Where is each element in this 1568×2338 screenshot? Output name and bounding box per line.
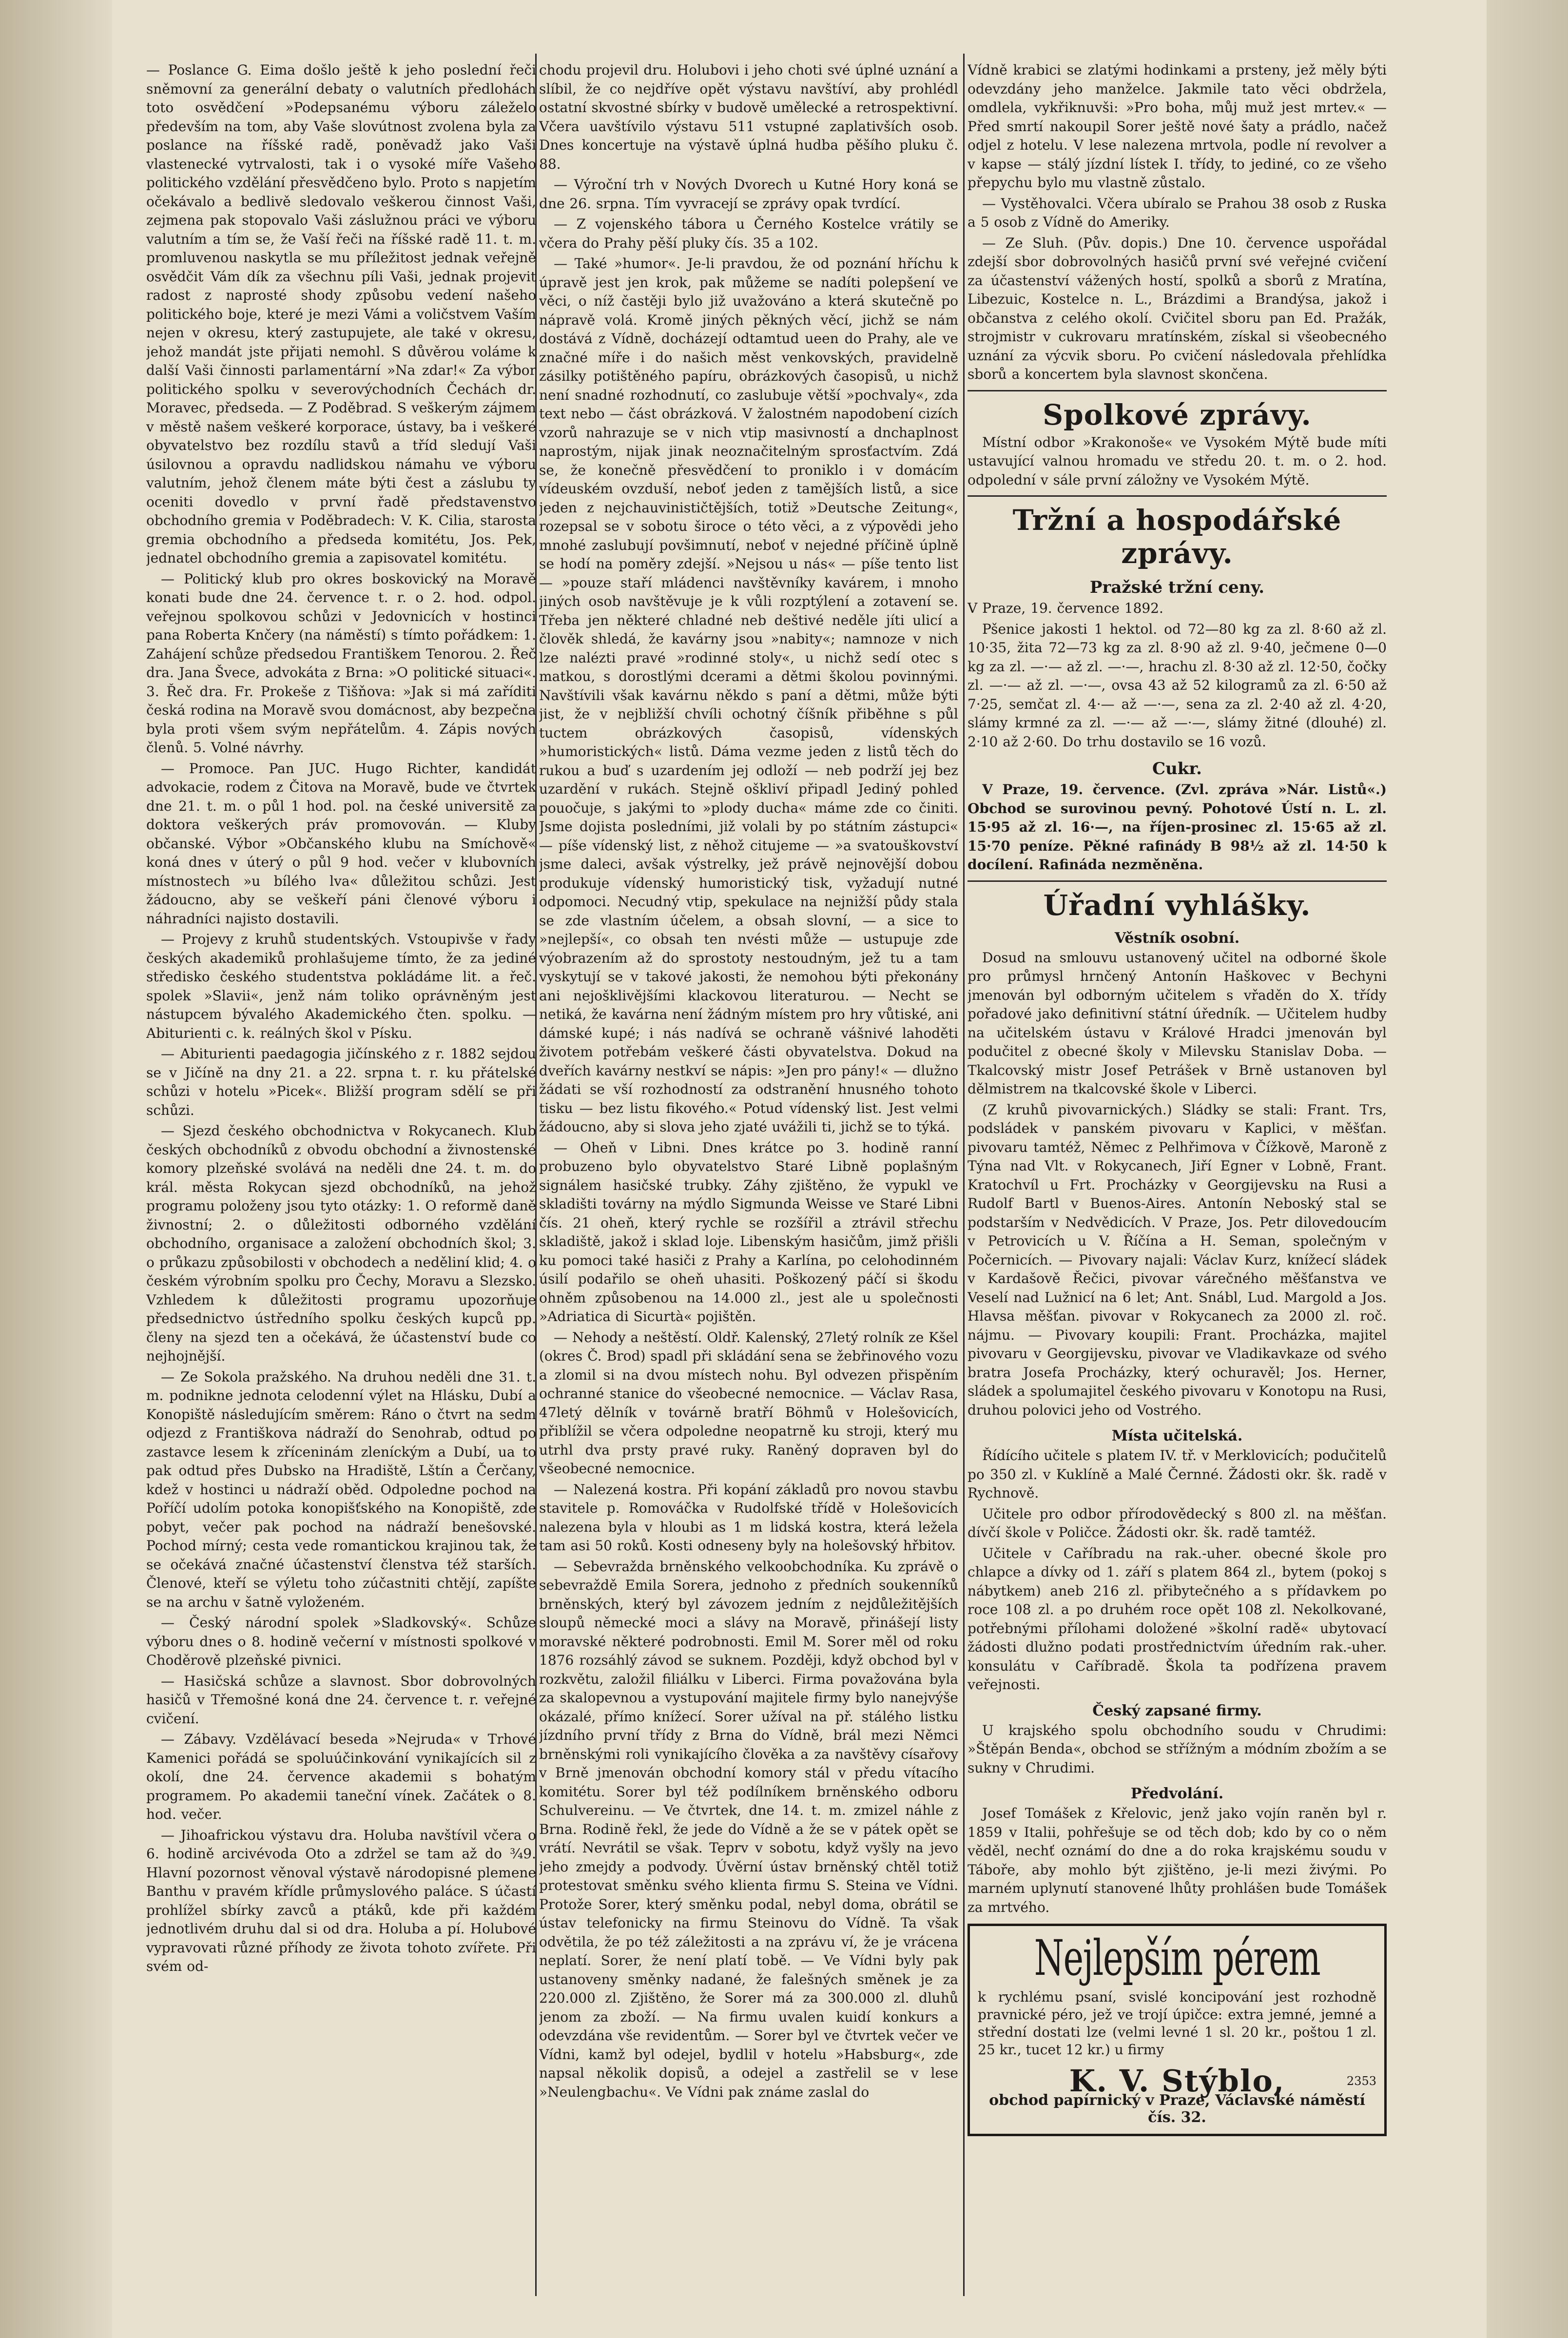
ad-body: k rychlému psaní, svislé koncipování jest rozhodně pravnické péro, jež ve trojí úpičce: extra jemné, jemné a střední dostati lze (velmi levné 1 sl. 20 kr., poštou 1 zl. 25 kr., tucet 12 kr.) u firmy <box>978 1989 1376 2058</box>
article-sebevrazda: — Sebevražda brněnského velkoobchodníka. Ku zprávě o sebevraždě Emila Sorera, jednoho z předních soukenníků brněnských, který byl závozem jedním z nejdůležitějších sloupů německé moci a slávy na Moravě, přinášejí listy moravské některé podrobnosti. Emil M. Sorer měl od roku 1876 rozsáhlý závod se suknem. Později, když obchod byl v rozkvětu, založil filiálku v Liberci. Firma považována byla za skalopevnou a vystupování majitele firmy bylo nanejvýše okázalé, přímo knížecí. Sorer užíval na př. stálého listku jízdního první třídy z Brna do Vídně, brál mezi Němci brněnskými roli vynikajícího člověka a za navštěvy císařovy v Brně jmenován obchodní komory stál v předu vítacího komitétu. Sorer byl též podílníkem brněnského odboru Schulvereinu. — Ve čtvrtek, dne 14. t. m. zmizel náhle z Brna. Rodině řekl, že jede do Vídně a že se v pátek opět se vrátí. Nevrátil se však. Teprv v sobotu, když vyšly na jevo jeho zmejdy a podvody. Úvěrní ústav brněnský chtěl totiž protestovat směnku svého klienta firmu S. Steina ve Vídni. Protože Sorer, který směnku podal, nebyl doma, obrátil se ústav telefonicky na firmu Steinovu do Vídně. Ta však odvětila, že po též záležitosti a na zprávu ví, že je vrácena neplatí. Sorer, že není platí tobě. — Ve Vídni byly pak ustanoveny směnky nadané, že falešných směnek je za 220.000 zl. Zjištěno, že Sorer má za 300.000 zl. dluhů jenom za zboží. — Na firmu uvalen kuidí konkurs a odevzdána vše revidentům. — Sorer byl ve čtvrtek večer ve Vídni, kamž byl odejel, bydlil v hotelu »Habsburg«, zde napsal několik dopisů, a odejel a zastřelil se v lese »Neulengbachu«. Ve Vídni pak známe zaslal do <box>539 1558 958 2100</box>
section-divider <box>968 880 1387 882</box>
subsection-title-ceny: Pražské tržní ceny. <box>1089 578 1265 597</box>
trzni-date: V Praze, 19. července 1892. <box>968 600 1163 616</box>
spolkove-text: Místní odbor »Krakonoše« ve Vysokém Mýtě bude míti ustavující valnou hromadu ve středu 20. t. m. o 2. hod. odpolední v sále první záložny ve Vysokém Mýtě. <box>968 434 1387 488</box>
page-shadow-left <box>0 0 112 2338</box>
subsection-title-firmy: Český zapsané firmy. <box>1092 1702 1262 1719</box>
cukr-text: V Praze, 19. července. (Zvl. zpráva »Nár. Listů«.) Obchod se surovinou pevný. Pohotové Ústí n. L. zl. 15·95 až zl. 16·—, na říjen-prosinec zl. 15·65 až zl. 15·70 peníze. Pěkné rafinády B 98½ až zl. 14·50 k docílení. Rafináda nezměněna. <box>968 781 1387 873</box>
article-humor: — Také »humor«. Je-li pravdou, že od poznání hříchu k úpravě jest jen krok, pak můžeme se nadíti polepšení ve věci, o níž častěji bylo již uvažováno a která skutečně po nápravě volá. Kromě jiných pěkných věcí, jichž se nám dostává z Vídně, docházejí odtamtud ueen do Prahy, ale ve značné míře i do našich měst venkovských, pravidelně zásilky potištěného papíru, obrázkových časopisů, u nichž není snadné rozhodnutí, co zaslubuje větší »pochvaly«, zda text nebo — část obrázková. V žalostném napodobení cizích vzorů nahrazuje se v nich vtip masivností a dnchaplnost naprostým, nijak jinak neoznačitelným sprosťactvím. Zdá se, že konečně přesvědčení to proniklo i v domácím vídeuském ovzduší, neboť jeden z tamějších listů, a sice jeden z nejchauvinističtějších, totiž »Deutsche Zeitung«, rozepsal se v sobotu široce o této věci, a z výpovědi jeho mnohé zaslubují povšimnutí, neboť v nejedné příčině úplně se hodí na poměry zdejší. »Nejsou u nás« — píše tento list — »pouze staří mládenci navštěvníky kavárem, i mnoho jiných osob navštěvuje je k vůli rozptýlení a zotavení se. Třeba jen některé chladné neb deštivé neděle jíti ulicí a člověk shledá, že kavárny jsou »nabity«; namnoze v nich lze nalézti pravé »rodinné stoly«, u nichž sedí otec s matkou, s dorostlými dcerami a dětmi školou povinnými. Navštívili však kavárnu někdo s paní a dětmi, může býti jist, že v nejbližší chvíli ochotný číšník přiběhne s půl tuctem obrázkových časopisů, vídenských »humoristických« listů. Dáma vezme jeden z listů těch do rukou a buď s uzardením jej odloží — neb podrží jej bez uzardění v rukách. Stejně oškliví připadl Jediný pohled pouočuje, s jakými to »plody ducha« máme zde co činiti. Jsme dojista posledními, již volali by po státním zástupci« — píše vídenský list, z něhož citujeme — »a svatouškovství jsme daleci, avšak výstrelky, jež právě nejnovější dobou produkuje vídenský humoristický tisk, vyžadují nutné odpomoci. Necudný vtip, spekulace na nejnižší půdy stala se zde vlastním účelem, a obsah slovní, — a sice to »nejlepší«, co obsah ten nvésti může — ustupuje zde výobrazením až do sprostoty nestoudným, jež tu a tam vyskytují se v takové jakosti, že nemohou býti překonány ani nejošklivějšími klackovou literaturou. — Necht se netiká, že kavárna není žádným místem pro hry vůtiské, ani dámské kupé; i nás nadívá se ochraně vášnivé lahoděti životem potřebám veškeré části obyvatelstva. Dokud na dveřích kavárny nestkví se nápis: »Jen pro pány!« — dlužno žádati se vší rozhodností za odstranění hnusného tohoto tisku — bez listu fikového.« Potud vídenský list. Jest velmi žádoucno, aby si slova jeho zjaté uvážili ti, jichž se to týká. <box>539 255 958 1135</box>
trzni-text: Pšenice jakosti 1 hektol. od 72—80 kg za zl. 8·60 až zl. 10·35, žita 72—73 kg za zl. 8·90 až zl. 9·40, ječmene 0—0 kg za zl. —·— až zl. —·—, hrachu zl. 8·30 až zl. 12·50, čočky zl. —·— až zl. —·—, ovsa 43 až 52 kilogramů za zl. 6·50 až 7·25, semčat zl. 4·— až —·—, sena za zl. 2·40 až zl. 4·20, slámy krmné za zl. —·— až —·—, slámy žitné (dlouhé) zl. 2·10 až 2·60. Do trhu dostavilo se 16 vozů. <box>968 621 1387 750</box>
article-holub-vystava: — Jihoafrickou výstavu dra. Holuba navštívil včera o 6. hodině arcivévoda Oto a zdržel se tam až do ¾9. Hlavní pozornost věnoval výstavě národopisné plemene Banthu v pravém křídle průmyslového paláce. S účastí prohlížel sbírky zavců a ptáků, kde při každém jednotlivém druhu dal si od dra. Holuba a pí. Holubové vypravovati různé příhody ze života tohoto zvířete. Při svém od- <box>146 1827 536 1974</box>
section-title-trzni: Tržní a hospodářské zprávy. <box>1012 504 1342 570</box>
article-hasicska-schuze: — Hasičská schůze a slavnost. Sbor dobrovolných hasičů v Třemošné koná dne 24. července t. r. veřejné cvičení. <box>146 1673 536 1727</box>
ad-address: obchod papírnický v Praze, Václavské náměstí čís. 32. <box>989 2092 1365 2126</box>
ad-number: 2353 <box>1346 2074 1376 2088</box>
section-divider <box>968 390 1387 391</box>
firmy-text: U krajského spolu obchodního soudu v Chrudimi: »Štěpán Benda«, obchod se střížným a módním zbožím a se sukny v Chrudimi. <box>968 1722 1387 1776</box>
subsection-title-mista: Místa učitelská. <box>1111 1427 1243 1444</box>
article-politicky-klub: — Politický klub pro okres boskovický na Moravě konati bude dne 24. července t. r. o 2. hod. odpol. veřejnou spolkovou schůzi v Jedovnicích v hostinci pana Roberta Knčery (na náměstí) s tímto pořádkem: 1. Zahájení schůze předsedou Františkem Tenorou. 2. Řeč dra. Jana Švece, advokáta z Brna: »O politické situaci«. 3. Řeč dra. Fr. Prokeše z Tišňova: »Jak si má zaříditi česká rodina na Moravě svou domácnost, aby bezpečna byla proti všem svým nepřátelům. 4. Zápis nových členů. 5. Volné návrhy. <box>146 570 536 756</box>
column-2 <box>539 61 958 2303</box>
advertisement-styblo <box>968 1924 1387 2136</box>
column-rule-2 <box>963 54 965 2296</box>
article-ze-sluh: — Ze Sluh. (Pův. dopis.) Dne 10. července uspořádal zdejší sbor dobrovolných hasičů první své veřejné cvičení za účastenství vážených hostí, spolků a sborů z Mratína, Libezuic, Kostelce n. L., Brázdimi a Brandýsa, jakož i občanstva z celého okolí. Cvičitel sboru pan Ed. Pražák, strojmistr v cukrovaru mratínském, získal si všeobecného uznání za výcvik sboru. Po cvičení následovala přehlídka sborů a koncertem byla slavnost skončena. <box>968 234 1387 382</box>
article-ohen-v-libni: — Oheň v Libni. Dnes krátce po 3. hodině ranní probuzeno bylo obyvatelstvo Staré Libně poplašným signálem hasičské trubky. Záhy zjištěno, že vypukl ve skladišti továrny na mýdlo Sigmunda Weisse ve Staré Libni čís. 21 oheň, který rychle se rozšířil a ztrávil střechu skladiště, jakož i sklad loje. Libenským hasičům, jimž přišli ku pomoci také hasiči z Prahy a Karlína, po celohodinném úsilí podařilo se oheň uhasiti. Poškozený páčí si škodu ohněm způsobenou na 14.000 zl., jest ale u společnosti »Adriatica di Sicurtà« pojištěn. <box>539 1139 958 1325</box>
vestnik-text-2: (Z kruhů pivovarnických.) Sládky se stali: Frant. Trs, podsládek v panském pivovaru v Kaplici, v měšťan. pivovaru tamtéž, Němec z Pelhřimova v Čížkově, Maroně z Týna nad Vlt. v Rokycanech, Jiří Egner v Lobně, Frant. Kratochvíl u Frt. Procházky v Georgijevsku na Rusi a Rudolf Bartl v Buenos-Aires. Antonín Neboský stal se podstarším v Nedvědicích. V Praze, Jos. Petr dilovedoucím v Petrovicích u V. Říčína a H. Seman, společným v Počernicích. — Pivovary najali: Václav Kurz, knížecí sládek v Kardašově Řečici, pivovar várečného měšťanstva ve Veselí nad Lužnicí na 6 let; Ant. Snábl, Lud. Margold a Jos. Hlavsa měšťan. pivovar v Rokycanech za 2000 zl. roč. nájmu. — Pivovary koupili: Frant. Procházka, majitel pivovaru v Georgijevsku, pivovar ve Vladikavkaze od svého bratra Josefa Procházky, který ochuravěl; Jos. Herner, sládek a spolumajitel českého pivovaru v Konotopu na Rusi, druhou polovici jeho od Vostrého. <box>968 1101 1387 1418</box>
vestnik-text-1: Dosud na smlouvu ustanovený učitel na odborné škole pro průmysl hrnčený Antonín Haškovec v Bechyni jmenován byl odborným učitelem s vřaděn do X. třídy pořadové jako definitivní státní úředník. — Učitelem hudby na učitelském ústavu v Králové Hradci jmenován byl podučitel z obecné školy v Milevsku Stanislav Doba. — Tkalcovský mistr Josef Petrášek v Brně ustanoven byl dělmistrem na tkalcovské škole v Liberci. <box>968 949 1387 1097</box>
article-sjezd-obchodnictva: — Sjezd českého obchodnictva v Rokycanech. Klub českých obchodníků z obvodu obchodní a živnostenské komory plzeňské svolává na neděli dne 24. t. m. do král. města Rokycan sjezd obchodníků, na jehož programu položeny jsou tyto otázky: 1. O reformě daně živnostní; 2. o důležitosti odborného vzdělání obchodního, organisace a založení obchodních škol; 3. o průkazu způsobilosti v obchodech a neděliní klid; 4. o českém výrobním spolku pro Čechy, Moravu a Slezsko. Vzhledem k důležitosti programu upozorňuje předsednictvo ústředního spolku českých kupců pp. členy na sjezd ten a očekává, že účastenství bude co nejhojnější. <box>146 1123 536 1364</box>
article-zabavy: — Zábavy. Vzdělávací beseda »Nejruda« v Trhové Kamenici pořádá se spoluúčinkování vynikajících sil z okolí, dne 24. července akademii s bohatým programem. Po akademii taneční vínek. Začátek o 8. hod. večer. <box>146 1731 536 1822</box>
column-3 <box>968 61 1387 2303</box>
article-vojensky-tabor: — Z vojenského tábora u Černého Kostelce vrátily se včera do Prahy pěší pluky čís. 35 a 102. <box>539 216 958 251</box>
predvolani-text: Josef Tomášek z Křelovic, jenž jako vojín raněn byl r. 1859 v Italii, pohřešuje se od těch dob; kdo by co o něm věděl, nechť oznámí do dne a do roka krajskému soudu v Táboře, aby mohlo být zjištěno, je-li mezi živými. Po marném uplynutí stanovené lhůty prohlášen bude Tomášek za mrtvého. <box>968 1805 1387 1915</box>
subsection-title-vestnik: Věstník osobní. <box>1114 929 1240 947</box>
article-holub-continued: chodu projevil dru. Holubovi i jeho choti své úplné uznání a slíbil, že co nejdříve opět výstavu navštíví, aby prohlédl ostatní skvostné sbírky v budově umělecké a retrospektivní. Včera uavštívilo výstavu 511 vstupné zaplativších osob. Dnes koncertuje na výstavě úplná hudba pěšího pluku č. 88. <box>539 62 958 172</box>
article-sladkovsky: — Český národní spolek »Sladkovský«. Schůze výboru dnes o 8. hodině večerní v místnosti spolkové v Choděrově plzeňské pivnici. <box>146 1615 536 1668</box>
article-projevy-studentu: — Projevy z kruhů studentských. Vstoupivše v řady českých akademiků prohlašujeme tímto, že za jediné středisko českého studentstva pokládáme lit. a řeč. spolek »Slavii«, jenž nám toliko oprávněným jest nástupcem bývalého Akademického čten. spolku. — Abiturienti c. k. reálných škol v Písku. <box>146 931 536 1041</box>
subsection-title-predvolani: Předvolání. <box>1130 1785 1224 1802</box>
column-1 <box>146 61 536 2264</box>
article-nehody: — Nehody a neštěstí. Oldř. Kalenský, 27letý rolník ze Kšel (okres Č. Brod) spadl při skládání sena se žebřinového vozu a zlomil si na dvou místech nohu. Byl odvezen přispěním ochranné stanice do všeobecné nemocnice. — Václav Rasa, 47letý dělník v továrně bratří Böhmů v Holešovicích, přiblížil se včera odpoledne neopatrně ku stroji, který mu utrhl dva prsty pravé ruky. Raněný dopraven byl do všeobecné nemocnice. <box>539 1329 958 1477</box>
section-title-uradni: Úřadní vyhlášky. <box>1043 888 1311 922</box>
mista-text-3: Učitele v Caříbradu na rak.-uher. obecné škole pro chlapce a dívky od 1. září s platem 864 zl., bytem (pokoj s nábytkem) aneb 216 zl. přibytečného a s přídavkem po roce 108 zl. a po druhém roce opět 108 zl. Nekolkované, potřebnými přílohami doložené »školní radě« ubytovací žádosti dlužno podati prostřednictvím úředním rak.-uher. konsulátu v Caříbradě. Škola ta podřízena pravem veřejnosti. <box>968 1545 1387 1693</box>
section-title-spolkove: Spolkové zprávy. <box>1043 398 1312 431</box>
article-vyrocni-trh: — Výroční trh v Nových Dvorech u Kutné Hory koná se dne 26. srpna. Tím vyvracejí se zprávy opak tvrdící. <box>539 176 958 212</box>
article-sokol: — Ze Sokola pražského. Na druhou neděli dne 31. t. m. podnikne jednota celodenní výlet na Hlásku, Dubí a Konopiště následujícím směrem: Ráno o čtvrt na sedm odjezd z Františkova nádraží do Senohrab, odtud po zastavce lesem k zříceninám zleníckým a Dubí, ua to pak odtud přes Dubsko na Hradiště, Lštín a Čerčany, kdež v hostinci u nádraží oběd. Odpoledne pochod na Poříčí udolím potoka konopišťského na Konopiště, zde pobyt, večer pak pochod na nádraží benešovské. Pochod mírný; cesta vede romantickou krajinou tak, že se očekává značné účastenství členstva též starších. Členové, kteří se výletu toho zúčastniti chtějí, zapíšte se na archu v šatně vyloženém. <box>146 1368 536 1610</box>
mista-text-1: Řídícího učitele s platem IV. tř. v Merklovicích; podučitelů po 350 zl. v Kuklíně a Malé Černné. Žádosti okr. šk. radě v Rychnově. <box>968 1447 1387 1501</box>
subsection-title-cukr: Cukr. <box>1152 759 1202 779</box>
section-divider <box>968 495 1387 497</box>
article-poslance-eim: — Poslance G. Eima došlo ještě k jeho poslední řeči sněmovní za generální debaty o valutních předlohách toto osvědčení »Podepsanému výboru záleželo především na tom, aby Vaše slovútnost zvolena byla za poslance na říšské radě, poněvadž jako Vaši vlastenecké vytrvalosti, tak i o vysoké míře Vašeho politického vzdělání přesvědčeno bylo. Proto s napjetím očekávalo a bedlivě sledovalo veškerou činnost Vaši, zejmena pak stopovalo Vaši záslužnou práci ve výboru valutním a tím se, že Vaší řeči na říšské radě 11. t. m. promluvenou naskytla se mu příležitost jednak veřejně osvědčit Vám dík za všechnu píli Vaši, jednak projevit radost z naprosté shody způsobu vedení našeho politického boje, které je mezi Vámi a voličstvem Vaším nejen v okresu, který zastupujete, ale také v okresu, jehož mandát jste přijati nemohl. S důvěrou voláme k další Vaši činnosti parlamentární »Na zdar!« Za výbor politického spolku v severovýchodních Čechách dr. Moravec, předseda. — Z Poděbrad. S veškerým zájmem v městě našem veškeré korporace, ústavy, ba i veškeré obyvatelstvo bez rozdílu stavů a tříd sledují Vaši úsilovnou a opravdu nadlidskou námahu ve výboru valutním, jehož členem máte býti čest a záslubu ty oceniti dovedlo v první řadě představenstvo obchodního gremia v Poděbradech: V. K. Cilia, starosta gremia obchodního a předseda komitétu, Jos. Pek, jednatel obchodního gremia a zapisovatel komitétu. <box>146 62 536 566</box>
article-promoce: — Promoce. Pan JUC. Hugo Richter, kandidát advokacie, rodem z Čitova na Moravě, bude ve čtvrtek dne 21. t. m. o půl 1 hod. pol. na české universitě za doktora veškerých práv promovován. — Kluby občanské. Výbor »Občanského klubu na Smíchově« koná dnes v úterý o půl 9 hod. večer v klubovních místnostech »u bílého lva« důležitou schůzi. Jest žádoucno, aby se veškeří páni členové výboru i náhradníci najisto dostavili. <box>146 760 536 927</box>
ad-headline: Nejlepším pérem <box>1034 1929 1320 1987</box>
ad-brand: K. V. Stýblo, <box>1069 2063 1285 2099</box>
article-nalezena-kostra: — Nalezená kostra. Při kopání základů pro novou stavbu stavitele p. Romováčka v Rudolfské třídě v Holešovicích nalezena byla v hloubi as 1 m lidská kostra, která ležela tam asi 50 roků. Kosti odneseny byly na holešovský hřbitov. <box>539 1481 958 1554</box>
article-abiturienti: — Abiturienti paedagogia jičínského z r. 1882 sejdou se v Jičíně na dny 21. a 22. srpna t. r. ku přátelské schůzi v hotelu »Picek«. Bližší program sdělí se při schůzi. <box>146 1046 536 1118</box>
page-margin-right <box>1487 0 1568 2338</box>
article-vystehovalci: — Vystěhovalci. Včera ubíralo se Prahou 38 osob z Ruska a 5 osob z Vídně do Ameriky. <box>968 195 1387 230</box>
article-sorer-continued: Vídně krabici se zlatými hodinkami a prsteny, jež měly býti odevzdány jeho manželce. Jakmile tato věci obdržela, omdlela, vykřiknuvši: »Pro boha, můj muž jest mrtev.« — Před smrtí nakoupil Sorer ještě nové šaty a prádlo, načež odjel z hotelu. V lese nalezena mrtvola, podle ní revolver a v kapse — stálý jízdní lístek I. třídy, to jediné, co ze všeho přepychu bylo mu vlastně zůstalo. <box>968 62 1387 191</box>
mista-text-2: Učitele pro odbor přírodovědecký s 800 zl. na měšťan. dívčí škole v Poličce. Žádosti okr. šk. radě tamtéž. <box>968 1505 1387 1540</box>
